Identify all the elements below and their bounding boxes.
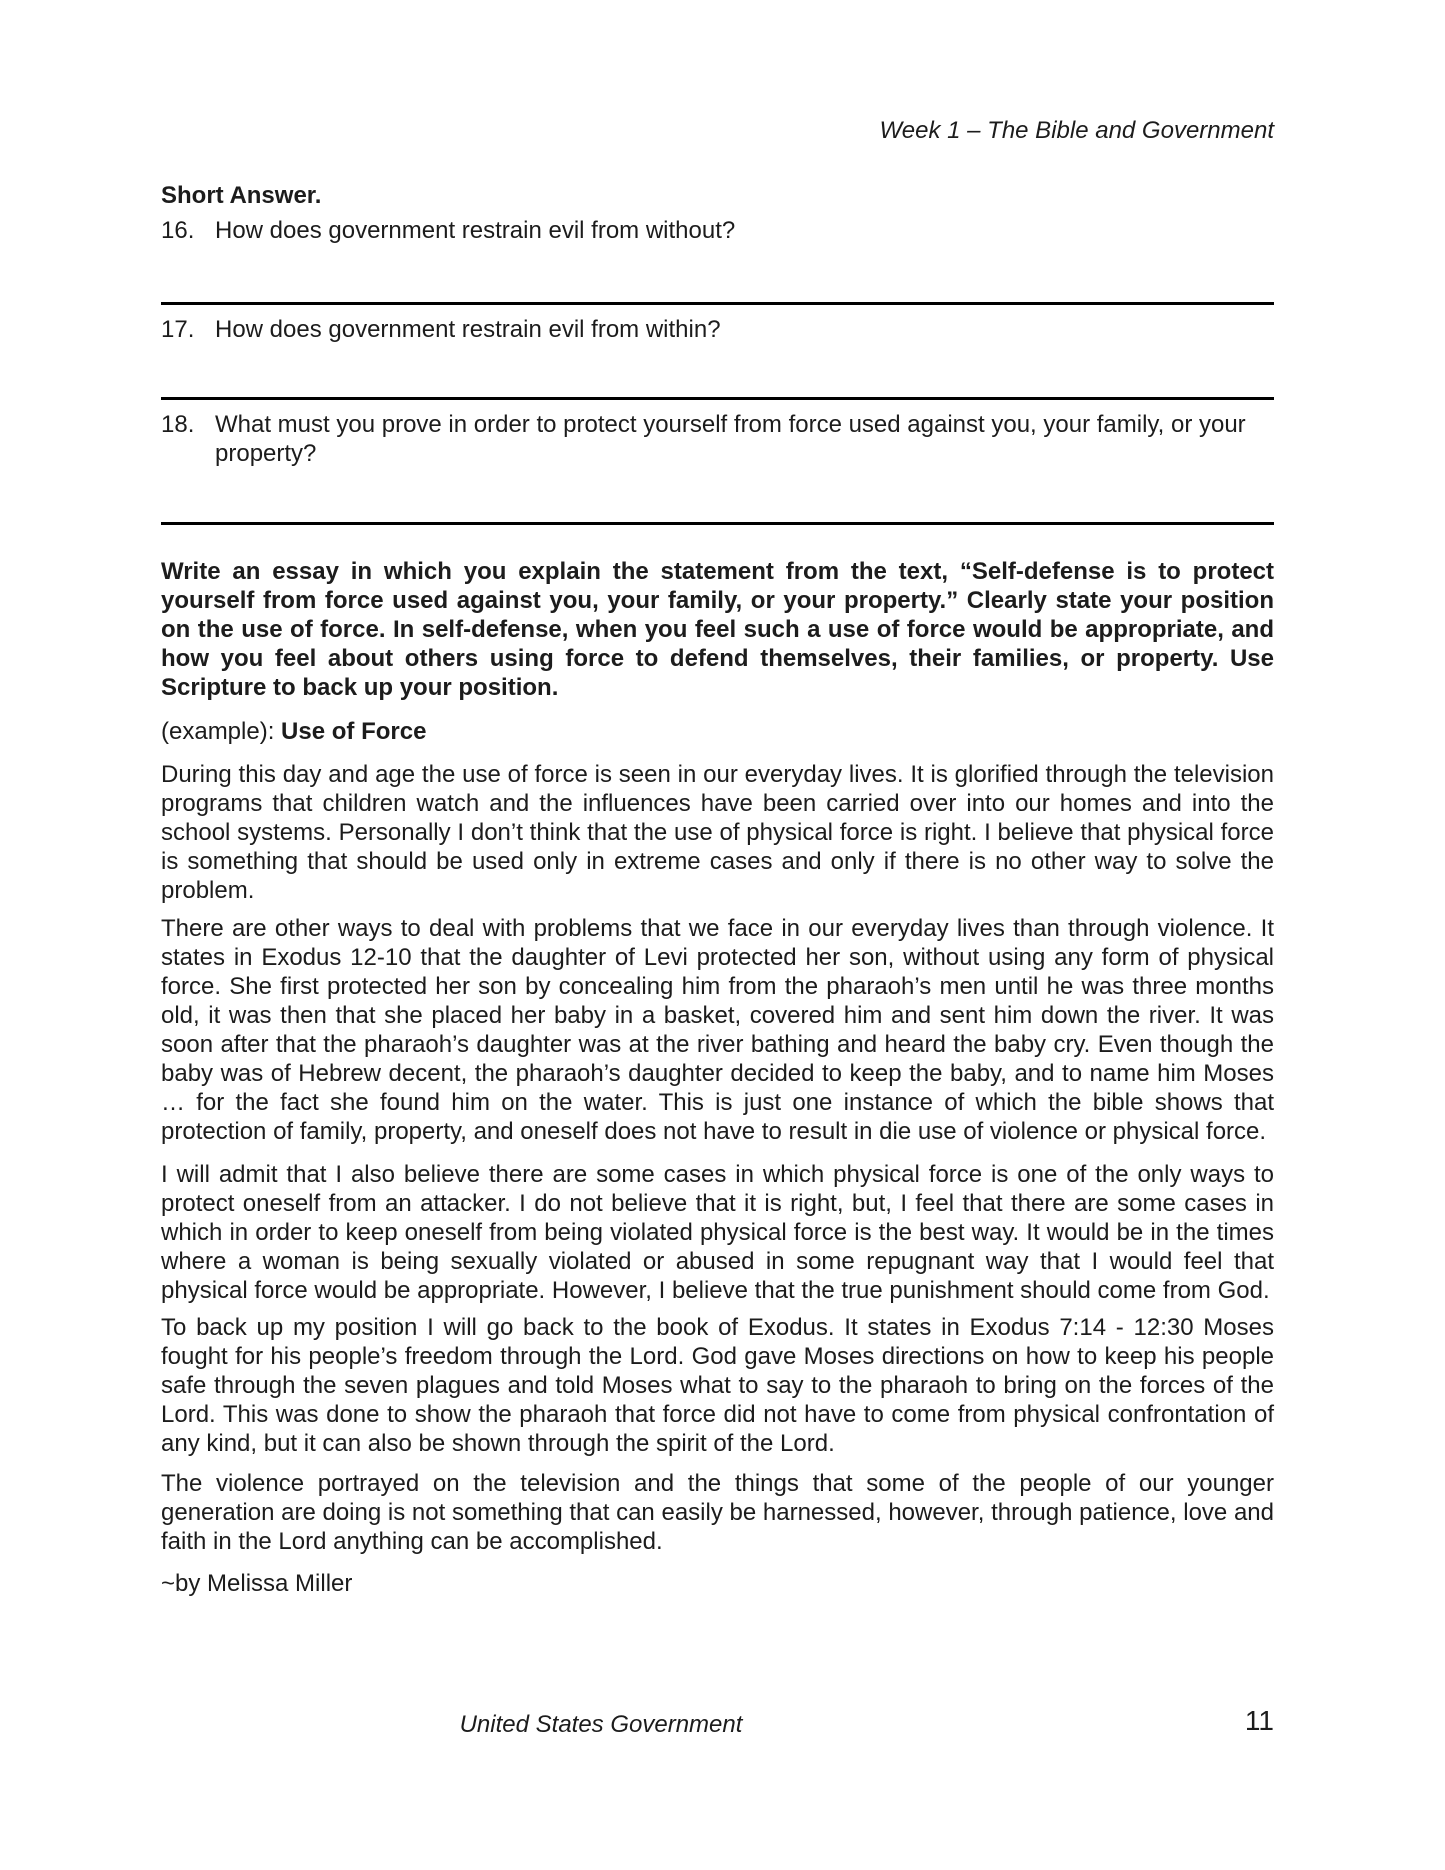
question-16-text: How does government restrain evil from without? [215,217,736,244]
question-16 [161,216,1274,245]
answer-line-2 [161,397,1274,400]
example-title: Use of Force [281,718,427,745]
answer-line-1 [161,302,1274,305]
essay-prompt: Write an essay in which you explain the statement from the text, “Self-defense is to protect yourself from force used against you, your family, or your property.” Clearly state your position on the use of force. In self-defense, when you feel such a use of force would be appropriate, and how you feel about others using force to defend themselves, their families, or property. Use Scripture to back up your position. [161,558,1274,701]
page-content [161,116,1274,1598]
question-17-text: How does government restrain evil from within? [215,316,721,343]
question-18-number: 18. [161,411,195,438]
question-18 [161,410,1274,468]
essay-paragraph-3: I will admit that I also believe there are some cases in which physical force is one of the only ways to protect oneself from an attacker. I do not believe that it is right, but, I feel that there are some cases in which in order to keep oneself from being violated physical force is the best way. It would be in the times where a woman is being sexually violated or abused in some repugnant way that I would feel that physical force would be appropriate. However, I believe that the true punishment should come from God. [161,1161,1274,1304]
byline: ~by Melissa Miller [161,1570,353,1597]
question-17 [161,315,1274,344]
essay-paragraph-1: During this day and age the use of force is seen in our everyday lives. It is glorified through the television programs that children watch and the influences have been carried over into our homes and into the school systems. Personally I don’t think that the use of physical force is right. I believe that physical force is something that should be used only in extreme cases and only if there is no other way to solve the problem. [161,761,1274,904]
question-17-number: 17. [161,316,195,343]
essay-paragraph-5: The violence portrayed on the television and the things that some of the people of our younger generation are doing is not something that can easily be harnessed, however, through patience, love and faith in the Lord anything can be accomplished. [161,1470,1274,1555]
section-heading: Short Answer. [161,182,322,209]
page-header: Week 1 – The Bible and Government [879,117,1274,144]
answer-line-3 [161,522,1274,525]
example-line [161,717,1274,746]
essay-paragraph-2: There are other ways to deal with problems that we face in our everyday lives than through violence. It states in Exodus 12-10 that the daughter of Levi protected her son, without using any form of physical force. She first protected her son by concealing him from the pharaoh’s men until he was three months old, it was then that she placed her baby in a basket, covered him and sent him down the river. It was soon after that the pharaoh’s daughter was at the river bathing and heard the baby cry. Even though the baby was of Hebrew decent, the pharaoh’s daughter decided to keep the baby, and to name him Moses … for the fact she found him on the water. This is just one instance of which the bible shows that protection of family, property, and oneself does not have to result in die use of violence or physical force. [161,915,1274,1145]
example-label: (example): [161,718,275,745]
page-footer [161,1705,1274,1750]
essay-paragraph-4: To back up my position I will go back to the book of Exodus. It states in Exodus 7:14 - 12:30 Moses fought for his people’s freedom through the Lord. God gave Moses directions on how to keep his people safe through the seven plagues and told Moses what to say to the pharaoh to bring on the forces of the Lord. This was done to show the pharaoh that force did not have to come from physical confrontation of any kind, but it can also be shown through the spirit of the Lord. [161,1314,1274,1457]
question-16-number: 16. [161,217,195,244]
page-number: 11 [1244,1705,1274,1736]
question-18-text: What must you prove in order to protect yourself from force used against you, your family, or your property? [215,411,1246,467]
footer-title: United States Government [459,1711,743,1738]
